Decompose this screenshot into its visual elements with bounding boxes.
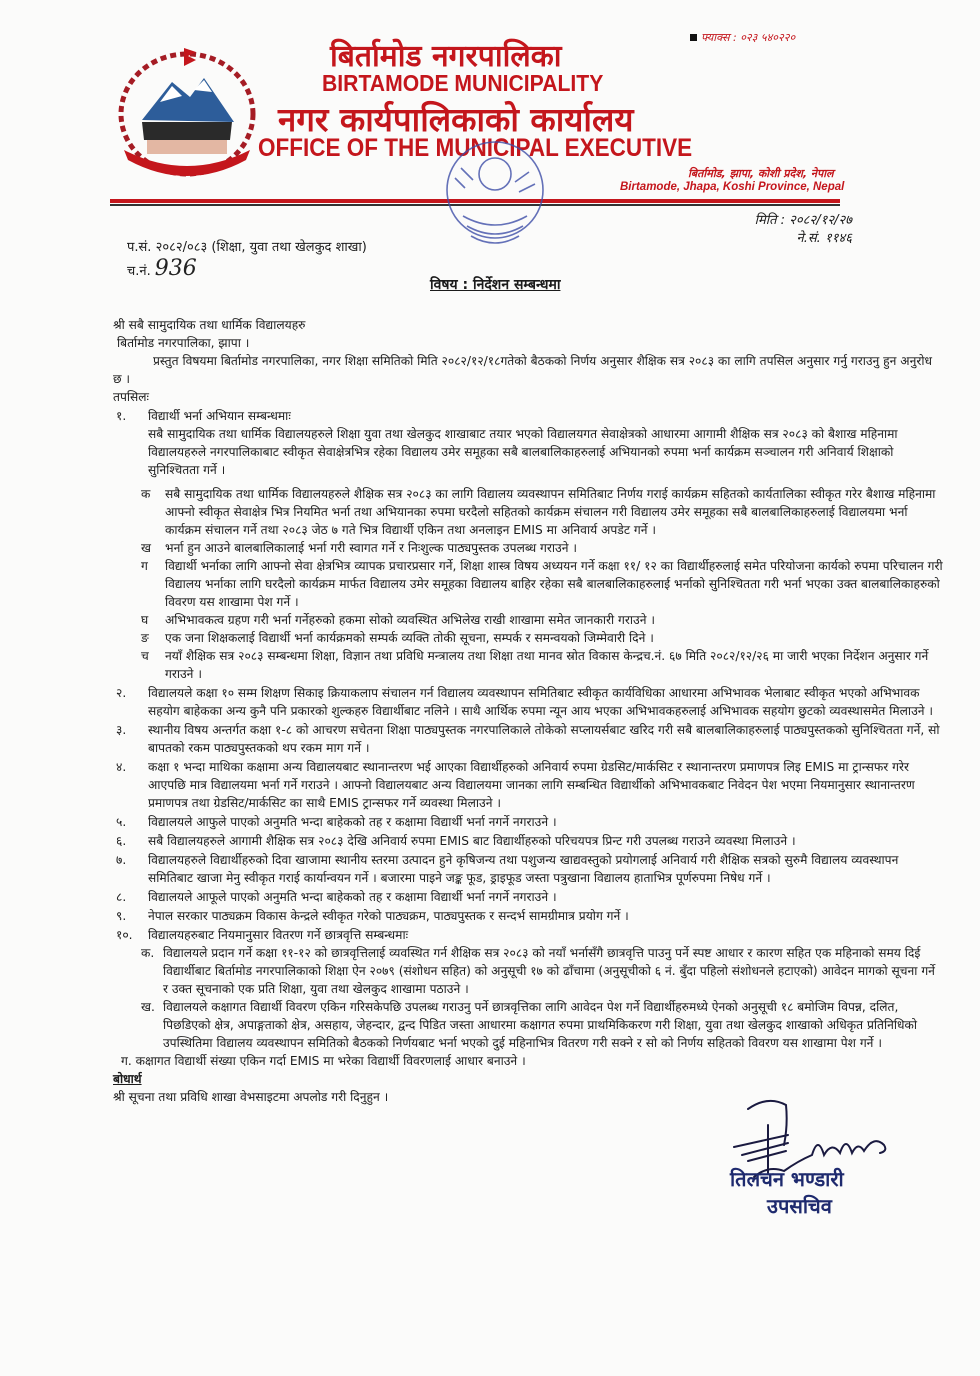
item-number: ७.: [116, 853, 127, 867]
nepal-emblem-logo: [112, 42, 262, 182]
directive-item: [113, 684, 943, 720]
dispatch-value: 936: [154, 256, 197, 281]
item-text: नेपाल सरकार पाठ्यक्रम विकास केन्द्रले स्वीकृत गरेको पाठ्यक्रम, पाठ्यपुस्तक र सन्दर्भ सामग्रीमात्र प्रयोग गर्ने ।: [148, 909, 629, 923]
sub-item: ग विद्यार्थी भर्नाका लागि आफ्नो सेवा क्षेत्रभित्र व्यापक प्रचारप्रसार गर्ने, शिक्षा शास्त्र विषय अध्ययन गर्ने कक्षा ११/ १२ का विद्यार्थीहरुलाई समेत परियोजना कार्यको रुपमा परिचालन गरी विद्यालय भर्नाका लागि घरदैलो कार्यक्रम मार्फत विद्यालय उमेर समूहका विद्यालय बाहिर रहेका सबै बालबालिकाहरुलाई भर्नाको सुनिश्चितता गरी भर्ना भएका उक्त बालबालिकाहरुको विवरण यस शाखामा पेश गर्ने ।: [141, 559, 943, 609]
signatory-designation: उपसचिव: [767, 1194, 832, 1218]
cc-label: बोधार्थ: [113, 1072, 142, 1086]
address-en: Birtamode, Jhapa, Koshi Province, Nepal: [620, 181, 845, 193]
letter-subject: विषय : निर्देशन सम्बन्धमा: [430, 277, 561, 293]
sub-item-text: विद्यालयले कक्षागत विद्यार्थी विवरण एकिन गरिसकेपछि उपलब्ध गराउनु पर्ने छात्रवृत्तिका लागि आवेदन पेश गर्ने विद्यार्थीहरुमध्ये ऐनको अनुसूची १८ बमोजिम विपन्न, दलित, पिछडिएको क्षेत्र, अपाङ्गताको क्षेत्र, असहाय, जेहन्दार, द्वन्द पिडित जस्ता आधारमा कक्षागत रुपमा प्राथमिकिकरण गरी शिक्षा, युवा तथा खेलकुद शाखाको अधिकृत प्रतिनिधिको उपस्थितिमा विद्यालय व्यवस्थापन समितिको बैठकको निर्णयबाट भर्ना भएको दुई महिनाभित्र वितरण गरी सक्ने र सो को निर्णय सहितको विवरण यस शाखामा पेश गर्ने ।: [163, 1000, 918, 1050]
sub-item: ख. विद्यालयले कक्षागत विद्यार्थी विवरण एकिन गरिसकेपछि उपलब्ध गराउनु पर्ने छात्रवृत्तिका लागि आवेदन पेश गर्ने विद्यार्थीहरुमध्ये ऐनको अनुसूची १८ बमोजिम विपन्न, दलित, पिछडिएको क्षेत्र, अपाङ्गताको क्षेत्र, असहाय, जेहन्दार, द्वन्द पिडित जस्ता आधारमा कक्षागत रुपमा प्राथमिकिकरण गरी शिक्षा, युवा तथा खेलकुद शाखाको अधिकृत प्रतिनिधिको उपस्थितिमा विद्यालय व्यवस्थापन समितिको बैठकको निर्णयबाट भर्ना भएको दुई महिनाभित्र वितरण गरी सक्ने र सो को निर्णय सहितको विवरण यस शाखामा पेश गर्ने ।: [141, 998, 943, 1052]
item-number: ५.: [116, 815, 127, 829]
reference-number: प.सं. २०८२/०८३ (शिक्षा, युवा तथा खेलकुद शाखा): [127, 240, 367, 255]
fax-number: फ्याक्स : ०२३ ५४०२२०: [690, 30, 795, 45]
intro-paragraph: प्रस्तुत विषयमा बिर्तामोड नगरपालिका, नगर शिक्षा समितिको मिति २०८२/१२/१८गतेको बैठकको निर्णय अनुसार शैक्षिक सत्र २०८३ का लागि तपसिल अनुसार गर्नु गराउनु हुन अनुरोध छ ।: [113, 354, 932, 386]
item-number: १०.: [116, 928, 133, 942]
nepal-sambat-date: ने.सं. ११४६: [796, 231, 852, 246]
directive-item: [113, 851, 943, 887]
item-text: विद्यालयहरुले विद्यार्थीहरुको दिवा खाजामा स्थानीय स्तरमा उत्पादन हुने कृषिजन्य तथा पशुजन्य खाद्यवस्तुको प्रयोगलाई अनिवार्य गरी शैक्षिक सत्रको सुरुमै विद्यालय व्यवस्थापन समितिबाट खाजा मेनु स्वीकृत गराई कार्यान्वयन गर्ने । बजारमा पाइने जङ्क फूड, ड्राइफूड जस्ता पत्रुखाना विद्यालय हाताभित्र पूर्णरुपमा निषेध गर्ने ।: [148, 853, 899, 885]
directive-item: [113, 758, 943, 812]
sub-item-text: विद्यालयले प्रदान गर्ने कक्षा ११-१२ को छात्रवृत्तिलाई व्यवस्थित गर्न शैक्षिक सत्र २०८३ को नयाँ भर्नासँगै छात्रवृत्ति पाउनु पर्ने स्पष्ट आधार र कारण सहित एक महिनाको समय दिई विद्यार्थीबाट बिर्तामोड नगरपालिकाको शिक्षा ऐन २०७९ (संशोधन सहित) को अनुसूची १७ को ढाँचामा (अनुसूचीको ६ नं. बुँदा पहिलो संशोधनले हटाएको) आवेदन मागको सूचना गर्ने र उक्त सूचनाको एक प्रति शिक्षा, युवा तथा खेलकुद शाखामा पठाउने ।: [163, 946, 935, 996]
dispatch-label: च.नं.: [127, 264, 151, 279]
recipient-line: बिर्तामोड नगरपालिका, झापा ।: [117, 336, 250, 350]
item-text: कक्षा १ भन्दा माथिका कक्षामा अन्य विद्यालयबाट स्थानान्तरण भई आएका विद्यार्थीहरुको अनिवार्य रुपमा ग्रेडसिट/मार्कसिट र स्थानान्तरण प्रमाणपत्र लिइ EMIS मा ट्रान्सफर गरेर आएपछि मात्र विद्यालयमा भर्ना गर्ने गराउने । आफ्नो विद्यालयबाट अन्य विद्यालयमा जानका लागि सम्बन्धित विद्यार्थीको अभिभावकबाट निवेदन पेश भएमा नियमानुसार स्थानान्तरण प्रमाणपत्र तथा ग्रेडसिट/मार्कसिट का साथै EMIS ट्रान्सफर गर्ने व्यवस्था मिलाउने ।: [148, 760, 915, 810]
municipality-name-np: बिर्तामोड नगरपालिका: [330, 39, 562, 74]
address-np: बिर्तामोड, झापा, कोशी प्रदेश, नेपाल: [688, 167, 834, 180]
directive-item: [113, 407, 943, 479]
item-text: विद्यालयले आफुले पाएको अनुमति भन्दा बाहेकको तह र कक्षामा विद्यार्थी भर्ना नगर्ने नगराउने ।: [148, 815, 557, 829]
directive-item: [113, 888, 943, 906]
directive-item: [113, 721, 943, 757]
sub-item-text: अभिभावकत्व ग्रहण गरी भर्ना गर्नेहरुको हकमा सोको व्यवस्थित अभिलेख राखी शाखामा समेत जानकारी गराउने ।: [165, 613, 655, 627]
sub-item: ख भर्ना हुन आउने बालबालिकालाई भर्ना गरी स्वागत गर्ने र निःशुल्क पाठ्यपुस्तक उपलब्ध गराउने ।: [141, 541, 577, 555]
item-number: ६.: [116, 834, 127, 848]
sub-item: ङ एक जना शिक्षकलाई विद्यार्थी भर्ना कार्यक्रमको सम्पर्क व्यक्ति तोकी सूचना, सम्पर्क र समन्वयको जिम्मेवारी दिने ।: [141, 631, 654, 645]
item-text: विद्यालयले कक्षा १० सम्म शिक्षण सिकाइ क्रियाकलाप संचालन गर्न विद्यालय व्यवस्थापन समितिबाट स्वीकृत कार्यविधिका आधारमा अभिभावक भेलाबाट स्वीकृत भएको अभिभावक सहयोग बाहेकका अन्य कुनै पनि प्रकारको शुल्कहरु विद्यार्थीबाट नलिने । साथै आर्थिक रुपमा न्यून आय भएका अभिभावकहरुलाई अभिभावक सहयोग छुटको व्यवस्थासमेत मिलाउने ।: [148, 686, 934, 718]
item-title: विद्यार्थी भर्ना अभियान सम्बन्धमाः: [148, 409, 291, 423]
directive-item: [113, 926, 943, 944]
item-text: विद्यालयले आफूले पाएको अनुमति भन्दा बाहेकको तह र कक्षामा विद्यार्थी भर्ना नगर्ने नगराउने ।: [148, 890, 557, 904]
recipient-line: श्री सबै सामुदायिक तथा धार्मिक विद्यालयहरु: [113, 318, 306, 332]
sub-item: घ अभिभावकत्व ग्रहण गरी भर्ना गर्नेहरुको हकमा सोको व्यवस्थित अभिलेख राखी शाखामा समेत जानकारी गराउने ।: [141, 613, 655, 627]
directive-item: [113, 813, 943, 831]
sub-item: क सबै सामुदायिक तथा धार्मिक विद्यालयहरुले शैक्षिक सत्र २०८३ का लागि विद्यालय व्यवस्थापन समितिबाट निर्णय गराई कार्यक्रम सहितको कार्यतालिका स्वीकृत गरेर बैशाख महिनामा आफ्नो स्वीकृत सेवाक्षेत्र भित्र नियमित भर्ना तथा अभियानका रुपमा घरदैलो सहितको कार्यक्रम संचालन गरी विद्यालय उमेर समूहका सबै बालबालिकाहरुलाई विद्यालयमा भर्ना कार्यक्रम संचालन गर्ने तथा २०८३ जेठ ७ गते भित्र विद्यार्थी एकिन तथा अनलाइन EMIS मा अनिवार्य अपडेट गर्ने ।: [141, 485, 943, 539]
letter-body: [113, 316, 943, 1106]
sub-item-text: सबै सामुदायिक तथा धार्मिक विद्यालयहरुले शैक्षिक सत्र २०८३ का लागि विद्यालय व्यवस्थापन समितिबाट निर्णय गराई कार्यक्रम सहितको कार्यतालिका स्वीकृत गरेर बैशाख महिनामा आफ्नो स्वीकृत सेवाक्षेत्र भित्र नियमित भर्ना तथा अभियानका रुपमा घरदैलो सहितको कार्यक्रम संचालन गरी विद्यालय उमेर समूहका सबै बालबालिकाहरुलाई विद्यालयमा भर्ना कार्यक्रम संचालन गर्ने तथा २०८३ जेठ ७ गते भित्र विद्यार्थी एकिन तथा अनलाइन EMIS मा अनिवार्य अपडेट गर्ने ।: [165, 487, 936, 537]
municipality-name-en: BIRTAMODE MUNICIPALITY: [322, 70, 604, 96]
sub-item-text: भर्ना हुन आउने बालबालिकालाई भर्ना गरी स्वागत गर्ने र निःशुल्क पाठ्यपुस्तक उपलब्ध गराउने ।: [165, 541, 577, 555]
item-text: स्थानीय विषय अन्तर्गत कक्षा १-८ को आचरण सचेतना शिक्षा पाठ्यपुस्तक नगरपालिकाले तोकेको सप्लायर्सबाट खरिद गरी सबै बालबालिकाहरुलाई पाठ्यपुस्तकको सुनिश्चितता गर्ने, सो बापतको रकम पाठ्यपुस्तकको थप रकम माग गर्ने ।: [148, 723, 940, 755]
item-text: सबै सामुदायिक तथा धार्मिक विद्यालयहरुले शिक्षा युवा तथा खेलकुद शाखाबाट तयार भएको विद्यालयगत सेवाक्षेत्रको आधारमा आगामी शैक्षिक सत्र २०८३ को बैशाख महिनामा विद्यालयहरुले नगरपालिकाबाट स्वीकृत सेवाक्षेत्रभित्र रहेका विद्यालय उमेर समूहका सबै बालबालिकाहरुलाई अभियानको रुपमा भर्ना कार्यक्रम सञ्चालन गरी अनिवार्य शिक्षाको सुनिश्चितता गर्ने ।: [148, 427, 898, 477]
item-number: १.: [116, 409, 127, 423]
official-stamp: [425, 138, 565, 258]
tapasil-label: तपसिलः: [113, 390, 149, 404]
signatory-name: तिलचन भण्डारी: [730, 1167, 844, 1191]
directive-item: [113, 832, 943, 850]
item-text: सबै विद्यालयहरुले आगामी शैक्षिक सत्र २०८३ देखि अनिवार्य रुपमा EMIS बाट विद्यार्थीहरुको परिचयपत्र प्रिन्ट गरी उपलब्ध गराउने व्यवस्था मिलाउने ।: [148, 834, 796, 848]
item-number: ४.: [116, 760, 127, 774]
sub-item-text: एक जना शिक्षकलाई विद्यार्थी भर्ना कार्यक्रमको सम्पर्क व्यक्ति तोकी सूचना, सम्पर्क र समन्वयको जिम्मेवारी दिने ।: [165, 631, 654, 645]
recipient: [113, 316, 943, 352]
dispatch-number: [127, 256, 197, 281]
sub-item-text: विद्यार्थी भर्नाका लागि आफ्नो सेवा क्षेत्रभित्र व्यापक प्रचारप्रसार गर्ने, शिक्षा शास्त्र विषय अध्ययन गर्ने कक्षा ११/ १२ का विद्यार्थीहरुलाई समेत परियोजना कार्यको रुपमा परिचालन गरी विद्यालय भर्नाका लागि घरदैलो कार्यक्रम मार्फत विद्यालय उमेर समूहका विद्यालय बाहिर रहेका सबै बालबालिकाहरुलाई भर्नाको सुनिश्चितता गरी भर्ना भएका उक्त बालबालिकाहरुको विवरण यस शाखामा पेश गर्ने ।: [165, 559, 943, 609]
item-number: २.: [116, 686, 127, 700]
sub-item-text: नयाँ शैक्षिक सत्र २०८३ सम्बन्धमा शिक्षा, विज्ञान तथा प्रविधि मन्त्रालय तथा शिक्षा तथा मानव स्रोत विकास केन्द्रच.नं. ६७ मिति २०८२/१२/२६ मा जारी भएका निर्देशन अनुसार गर्ने गराउने ।: [165, 649, 929, 681]
sub-item: च नयाँ शैक्षिक सत्र २०८३ सम्बन्धमा शिक्षा, विज्ञान तथा प्रविधि मन्त्रालय तथा शिक्षा तथा मानव स्रोत विकास केन्द्रच.नं. ६७ मिति २०८२/१२/२६ मा जारी भएका निर्देशन अनुसार गर्ने गराउने ।: [141, 647, 943, 683]
date-block: [755, 210, 852, 246]
office-name-np: नगर कार्यपालिकाको कार्यालय: [278, 100, 634, 139]
item-title: विद्यालयहरुबाट नियमानुसार वितरण गर्ने छात्रवृत्ति सम्बन्धमाः: [148, 928, 409, 942]
item-ga: ग. कक्षागत विद्यार्थी संख्या एकिन गर्दा EMIS मा भरेका विद्यार्थी विवरणलाई आधार बनाउने ।: [121, 1054, 526, 1068]
fax-icon: [690, 34, 697, 41]
item-number: ८.: [116, 890, 127, 904]
sub-item: क. विद्यालयले प्रदान गर्ने कक्षा ११-१२ को छात्रवृत्तिलाई व्यवस्थित गर्न शैक्षिक सत्र २०८३ को नयाँ भर्नासँगै छात्रवृत्ति पाउनु पर्ने स्पष्ट आधार र कारण सहित एक महिनाको समय दिई विद्यार्थीबाट बिर्तामोड नगरपालिकाको शिक्षा ऐन २०७९ (संशोधन सहित) को अनुसूची १७ को ढाँचामा (अनुसूचीको ६ नं. बुँदा पहिलो संशोधनले हटाएको) आवेदन मागको सूचना गर्ने र उक्त सूचनाको एक प्रति शिक्षा, युवा तथा खेलकुद शाखामा पठाउने ।: [141, 944, 943, 998]
cc-text: श्री सूचना तथा प्रविधि शाखा वेभसाइटमा अपलोड गरी दिनुहुन ।: [113, 1090, 389, 1104]
item-number: ३.: [116, 723, 127, 737]
office-name-en: OFFICE OF THE MUNICIPAL EXECUTIVE: [258, 134, 693, 162]
letter-date: मिति : २०८२/१२/२७: [754, 213, 852, 228]
directive-item: [113, 907, 943, 925]
item-number: ९.: [116, 909, 127, 923]
